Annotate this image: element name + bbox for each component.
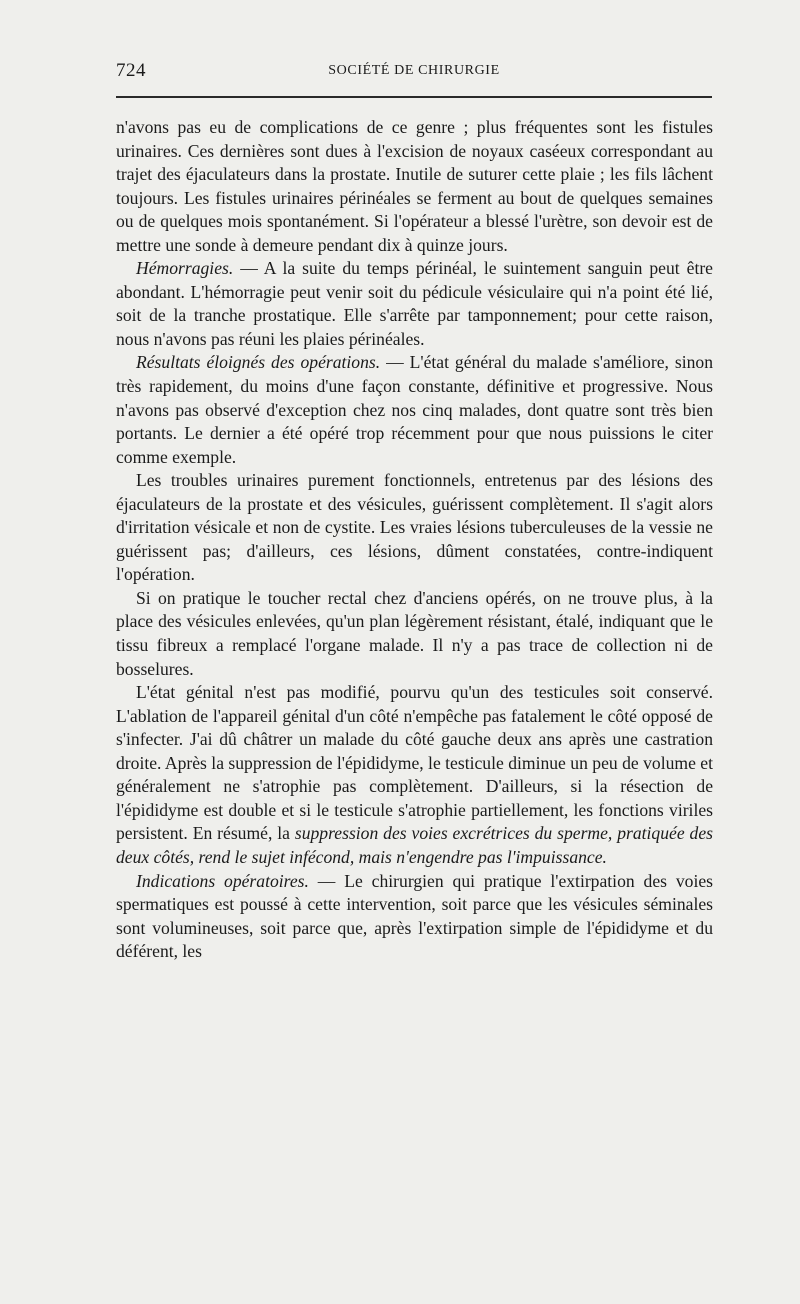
paragraph-text: n'avons pas eu de complications de ce genre ; plus fréquentes sont les fistules urinaires. Ces dernières sont dues à l'excision de noyaux caséeux correspondant au trajet des éjaculateurs dans la prostate. Inutile de suturer cette plaie ; les fils lâchent toujours. Les fistules urinaires périnéales se ferment au bout de quelques semaines ou de quelques mois spontanément. Si l'opérateur a blessé l'urètre, son devoir est de mettre une sonde à demeure pendant dix à quinze jours. bbox=[116, 117, 713, 255]
paragraph-etat-genital bbox=[116, 681, 713, 869]
paragraph-resultats bbox=[116, 351, 713, 469]
section-lead: Indications opératoires. bbox=[136, 870, 309, 891]
paragraph-toucher-rectal bbox=[116, 587, 713, 681]
paragraph-indications bbox=[116, 870, 713, 964]
header-rule bbox=[116, 96, 712, 98]
running-head: SOCIÉTÉ DE CHIRURGIE bbox=[328, 63, 500, 78]
paragraph-text: — Le chirurgien qui pratique l'extirpation des voies spermatiques est poussé à cette intervention, soit parce que les vésicules séminales sont volumineuses, soit parce que, après l'extirpation simple de l'épididyme et du déférent, les bbox=[116, 870, 713, 962]
paragraph-text: Si on pratique le toucher rectal chez d'anciens opérés, on ne trouve plus, à la place des vésicules enlevées, qu'un plan légèrement résistant, étalé, indiquant que le tissu fibreux a remplacé l'organe malade. Il n'y a pas trace de collection ni de bosselures. bbox=[116, 587, 713, 679]
paragraph-complications bbox=[116, 116, 713, 257]
paragraph-text: — A la suite du temps périnéal, le suintement sanguin peut être abondant. L'hémorragie peut venir soit du pédicule vésiculaire qui n'a point été lié, soit de la tranche prostatique. Elle s'arrête par tamponnement; pour cette raison, nous n'avons pas réuni les plaies périnéales. bbox=[116, 258, 713, 349]
paragraph-text: L'état génital n'est pas modifié, pourvu qu'un des testicules soit conservé. L'ablation de l'appareil génital d'un côté n'empêche pas fatalement le côté opposé de s'infecter. J'ai dû châtrer un malade du côté gauche deux ans après une castration droite. Après la suppression de l'épididyme, le testicule diminue un peu de volume et généralement ne s'atrophie pas complètement. D'ailleurs, si la résection de l'épididyme est double et si le testicule s'atrophie partiellement, les fonctions viriles persistent. En résumé, la bbox=[116, 682, 713, 844]
page-header bbox=[116, 60, 712, 84]
section-lead: Résultats éloignés des opérations. bbox=[136, 352, 381, 373]
page-number: 724 bbox=[116, 60, 146, 81]
body-text bbox=[116, 116, 713, 964]
paragraph-text: Les troubles urinaires purement fonctionnels, entretenus par des lésions des éjaculateurs de la prostate et des vésicules, guérissent complètement. Il s'agit alors d'irritation vésicale et non de cystite. Les vraies lésions tuberculeuses de la vessie ne guérissent pas; d'ailleurs, ces lésions, dûment constatées, contre-indiquent l'opération. bbox=[116, 470, 713, 585]
paragraph-troubles-urinaires bbox=[116, 469, 713, 587]
paragraph-text: — L'état général du malade s'améliore, sinon très rapidement, du moins d'une façon constante, définitive et progressive. Nous n'avons pas observé d'exception chez nos cinq malades, dont quatre sont très bien portants. Le dernier a été opéré trop récemment pour que nous puissions le citer comme exemple. bbox=[116, 352, 714, 467]
paragraph-hemorragies bbox=[116, 257, 713, 351]
italic-summary: suppression des voies excrétrices du sperme, pratiquée des deux côtés, rend le sujet infécond, mais n'engendre pas l'impuissance. bbox=[116, 823, 713, 867]
section-lead: Hémorragies. bbox=[136, 258, 234, 279]
